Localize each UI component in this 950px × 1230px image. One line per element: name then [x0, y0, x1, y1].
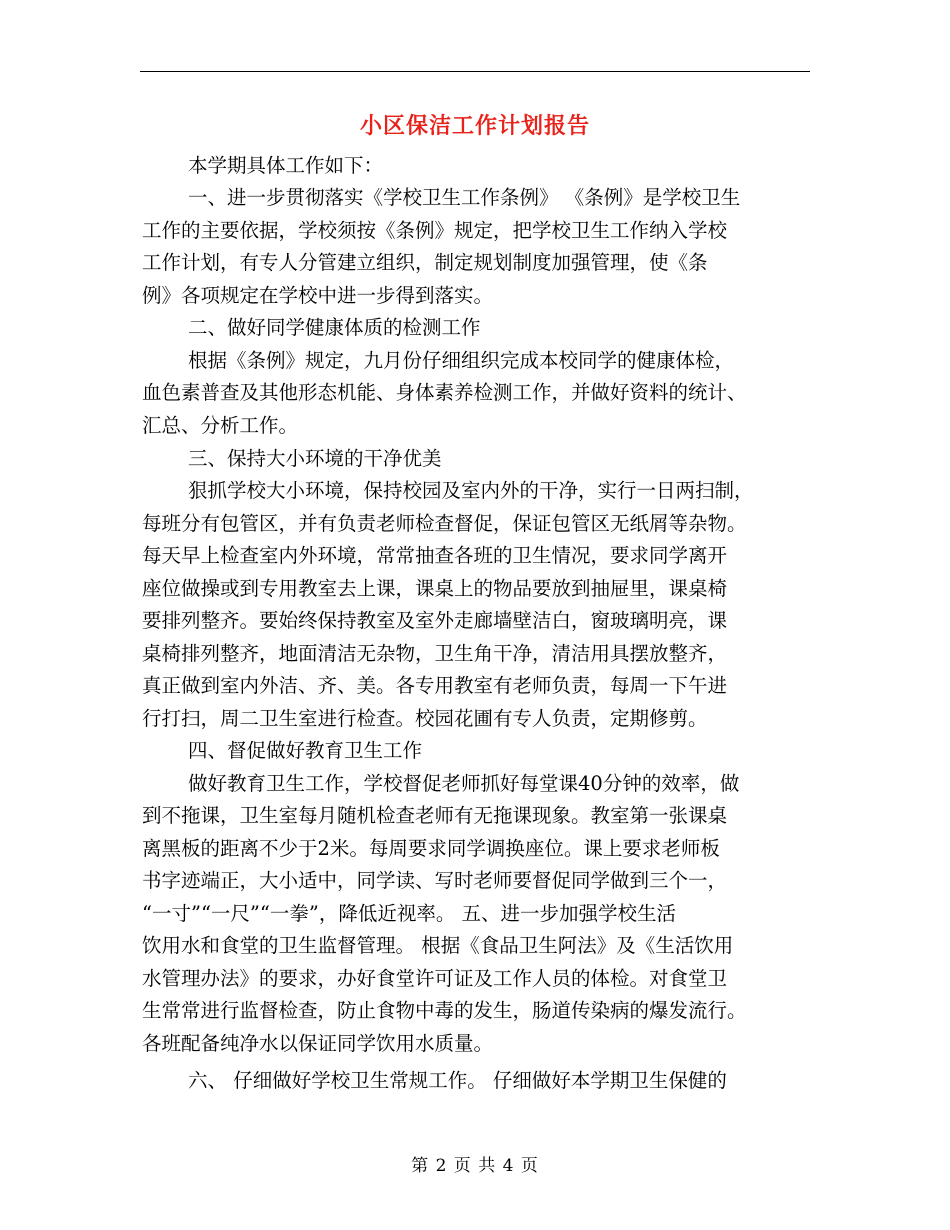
text-line: 座位做操或到专用教室去上课，课桌上的物品要放到抽屉里，课桌椅 [142, 577, 728, 600]
text-line: “一寸”“一尺”“一拳”，降低近视率。 五、进一步加强学校生活 [142, 902, 677, 925]
text-line: 各班配备纯净水以保证同学饮用水质量。 [142, 1032, 494, 1055]
text-line: 书字迹端正，大小适中，同学读、写时老师要督促同学做到三个一， [142, 869, 728, 892]
text-line: 三、保持大小环境的干净优美 [188, 447, 442, 470]
text-line: 六、 仔细做好学校卫生常规工作。 仔细做好本学期卫生保健的 [188, 1069, 727, 1092]
text-line: 工作计划，有专人分管建立组织，制定规划制度加强管理，使《条 [142, 251, 708, 274]
text-line: 离黑板的距离不少于2米。每周要求同学调换座位。课上要求老师板 [142, 837, 720, 860]
text-line: 做好教育卫生工作，学校督促老师抓好每堂课40分钟的效率，做 [188, 772, 740, 795]
text-line: 例》各项规定在学校中进一步得到落实。 [142, 284, 494, 307]
text-line: 要排列整齐。要始终保持教室及室外走廊墙壁洁白，窗玻璃明亮，课 [142, 609, 728, 632]
document-title: 小区保洁工作计划报告 [359, 113, 590, 139]
text-line: 行打扫，周二卫生室进行检查。校园花圃有专人负责，定期修剪。 [142, 707, 708, 730]
text-line: 汇总、分析工作。 [142, 414, 299, 437]
page-number: 第 2 页 共 4 页 [411, 1156, 539, 1176]
header-rule [140, 71, 810, 72]
text-line: 饮用水和食堂的卫生监督管理。 根据《食品卫生阿法》及《生活饮用 [142, 934, 734, 957]
text-line: 四、督促做好教育卫生工作 [188, 739, 423, 762]
text-line: 根据《条例》规定，九月份仔细组织完成本校同学的健康体检， [188, 349, 735, 372]
text-line: 一、进一步贯彻落实《学校卫生工作条例》 《条例》是学校卫生 [188, 186, 741, 209]
text-line: 到不拖课，卫生室每月随机检查老师有无拖课现象。教室第一张课桌 [142, 804, 728, 827]
text-line: 桌椅排列整齐，地面清洁无杂物，卫生角干净，清洁用具摆放整齐， [142, 642, 728, 665]
text-line: 生常常进行监督检查，防止食物中毒的发生，肠道传染病的爆发流行。 [142, 999, 747, 1022]
text-line: 真正做到室内外洁、齐、美。各专用教室有老师负责，每周一下午进 [142, 674, 728, 697]
text-line: 二、做好同学健康体质的检测工作 [188, 316, 481, 339]
text-line: 血色素普查及其他形态机能、身体素养检测工作，并做好资料的统计、 [142, 381, 747, 404]
text-line: 每班分有包管区，并有负责老师检查督促，保证包管区无纸屑等杂物。 [142, 512, 747, 535]
text-line: 狠抓学校大小环境，保持校园及室内外的干净，实行一日两扫制， [188, 479, 754, 502]
text-line: 水管理办法》的要求，办好食堂许可证及工作人员的体检。对食堂卫 [142, 967, 728, 990]
text-line: 工作的主要依据，学校须按《条例》规定，把学校卫生工作纳入学校 [142, 219, 728, 242]
text-line: 每天早上检查室内外环境，常常抽查各班的卫生情况，要求同学离开 [142, 544, 728, 567]
text-line: 本学期具体工作如下： [188, 154, 384, 177]
